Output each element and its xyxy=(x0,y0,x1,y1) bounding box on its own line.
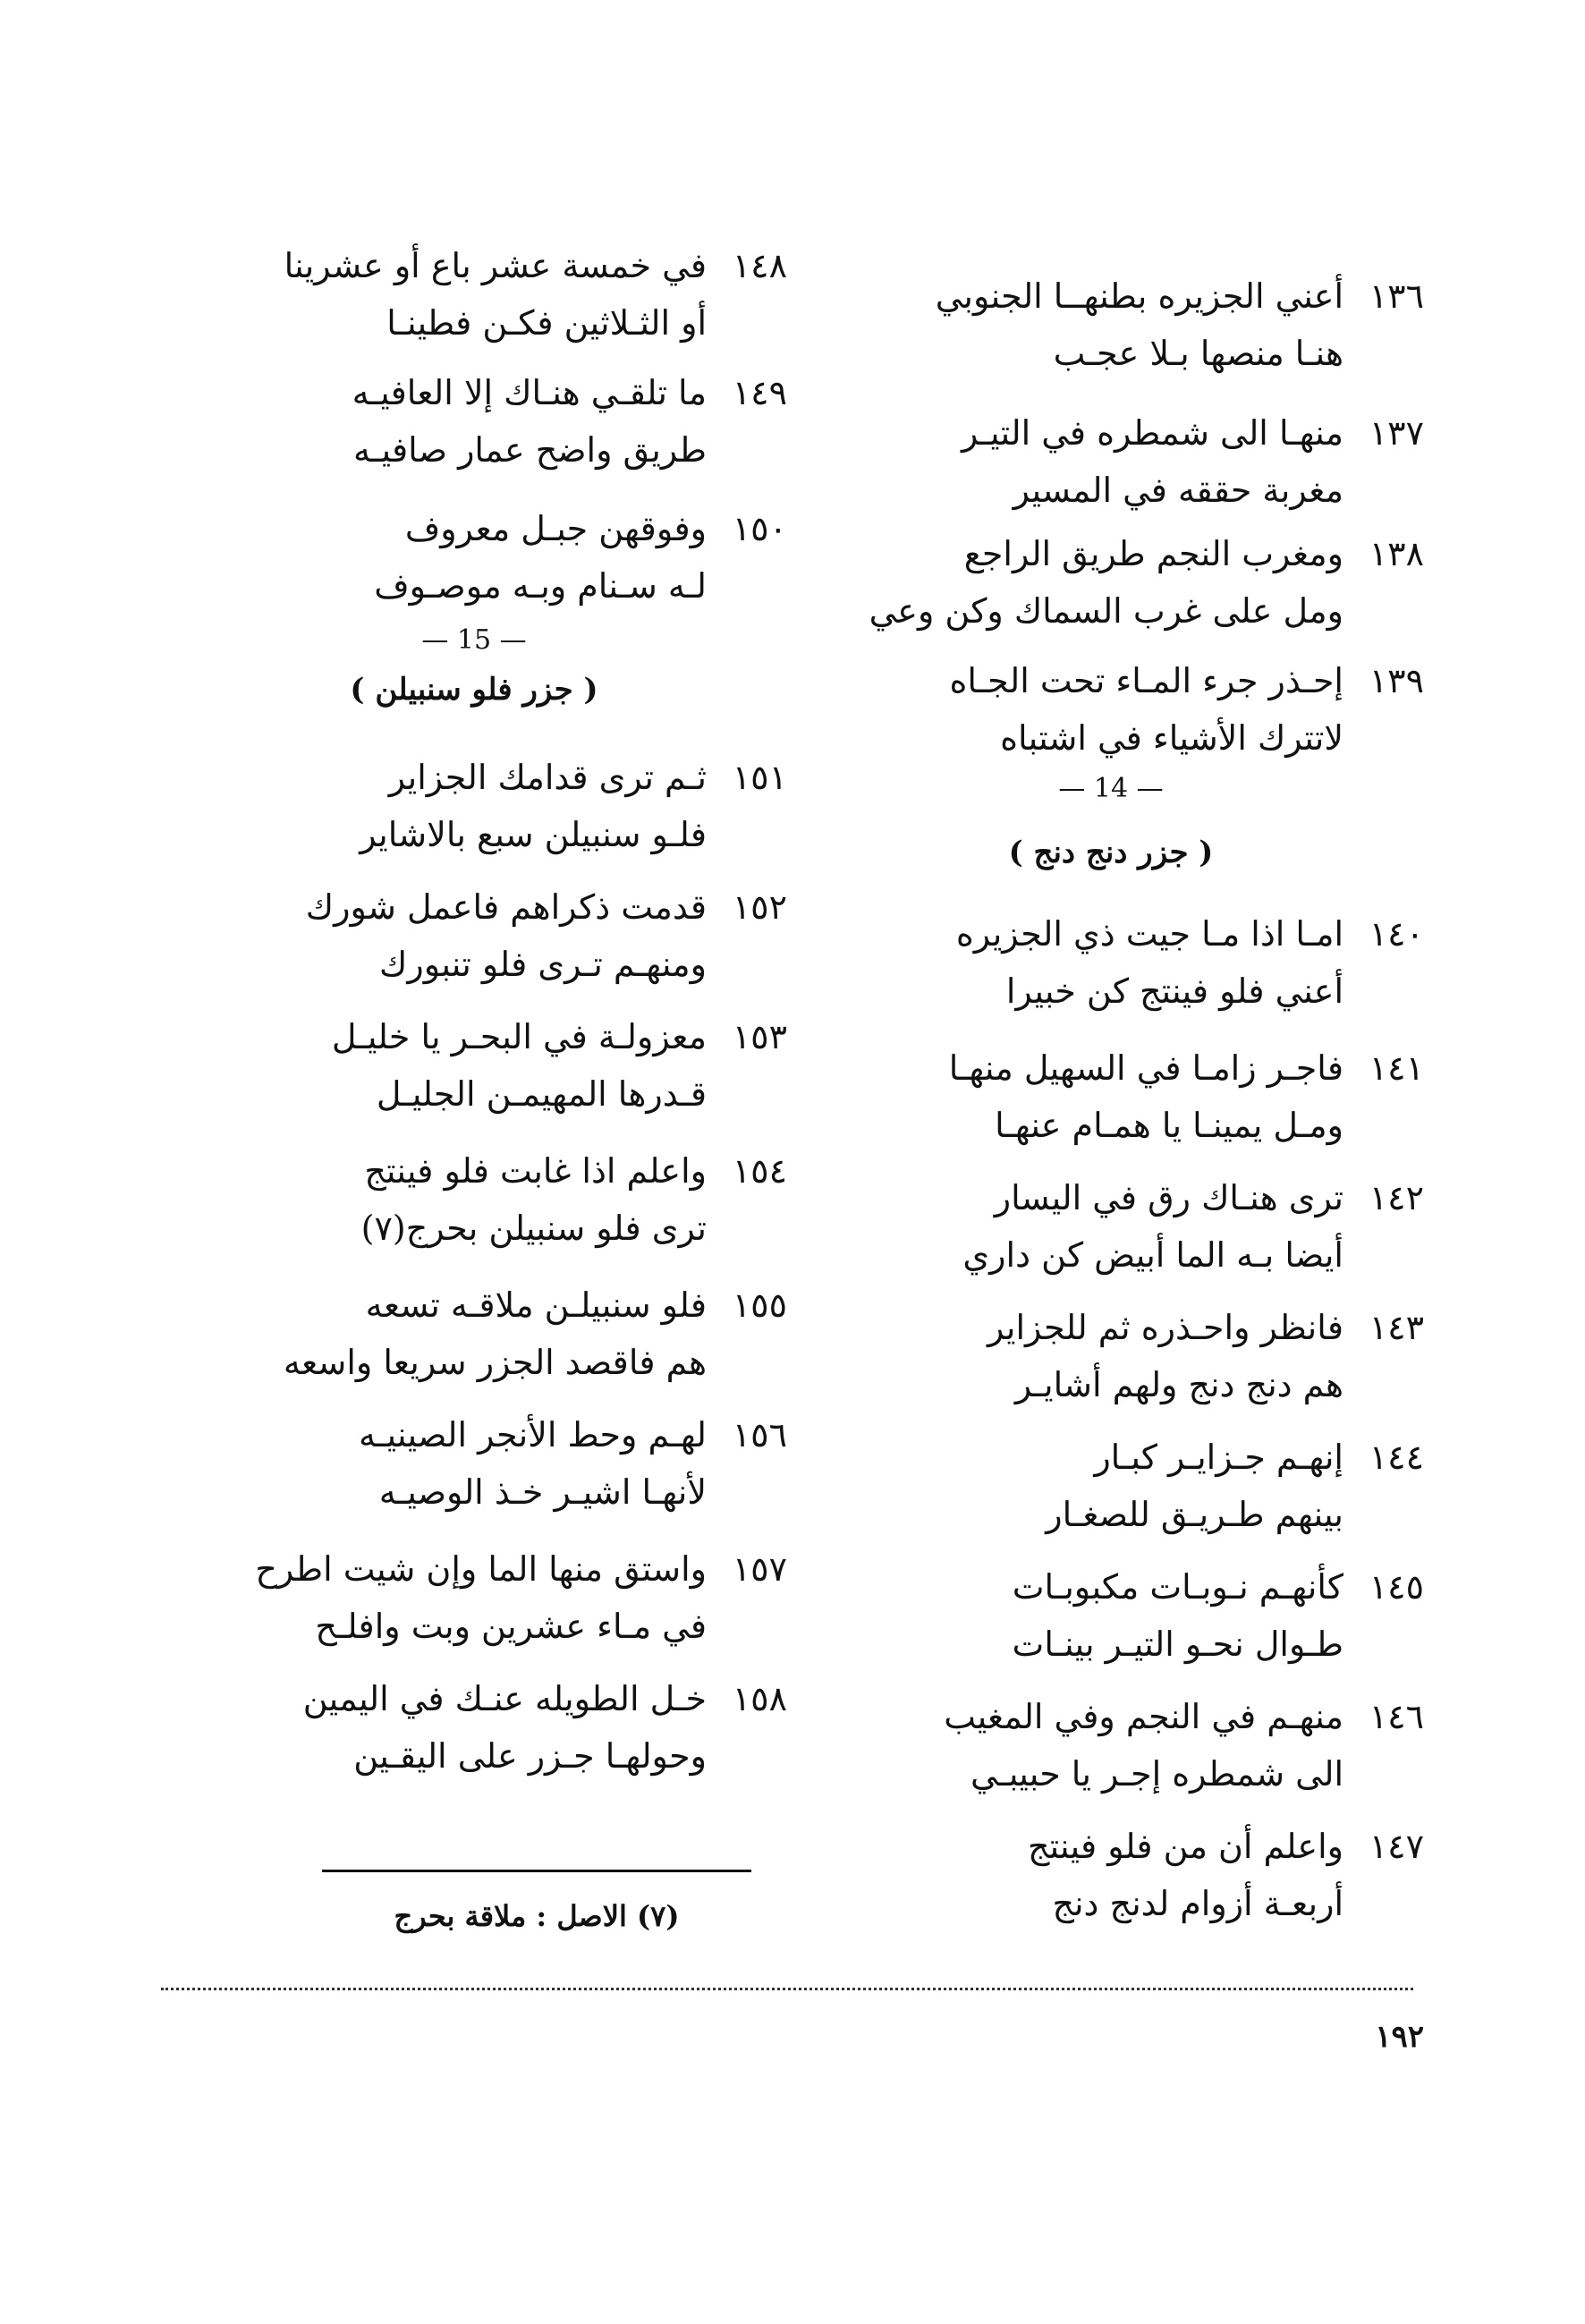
verse-hemistich-1: فلو سنبيلـن ملاقـه تسعه xyxy=(365,1285,707,1325)
verse-number: ١٥٣ xyxy=(732,1017,787,1056)
verse-hemistich-2: هم فاقصد الجزر سريعا واسعه xyxy=(283,1343,707,1382)
section-title: ( جزر دنج دنج ) xyxy=(1008,835,1214,870)
verse-number: ١٣٦ xyxy=(1369,276,1424,316)
verse-hemistich-2: الى شمطره إجـر يا حبيبـي xyxy=(970,1754,1343,1794)
verse-hemistich-2: ومل على غرب السماك وكن وعي xyxy=(869,591,1343,631)
verse-number: ١٥١ xyxy=(732,758,787,797)
verse-number: ١٤٨ xyxy=(732,246,787,285)
verse-hemistich-2: فلـو سنبيلن سبع بالاشاير xyxy=(360,815,707,854)
page-number: ١٩٢ xyxy=(1375,2019,1424,2055)
verse-hemistich-2: ومنهـم تـرى فلو تنبورك xyxy=(379,945,707,984)
original-page-marker: — 14 — xyxy=(1058,773,1164,804)
verse-number: ١٤٩ xyxy=(732,373,787,412)
verse-number: ١٤٥ xyxy=(1369,1567,1424,1607)
verse-hemistich-2: أعني فلو فينتج كن خبيرا xyxy=(1005,971,1343,1011)
verse-hemistich-1: منهـا الى شمطره في التيـر xyxy=(961,413,1343,453)
verse-number: ١٣٨ xyxy=(1369,534,1424,573)
verse-hemistich-1: إحـذر جرء المـاء تحت الجـاه xyxy=(949,661,1343,700)
verse-number: ١٥٦ xyxy=(732,1415,787,1455)
verse-number: ١٣٩ xyxy=(1369,661,1424,700)
verse-hemistich-2: أربعـة أزوام لدنج دنج xyxy=(1052,1884,1343,1923)
verse-number: ١٥٨ xyxy=(732,1679,787,1718)
verse-number: ١٤٦ xyxy=(1369,1697,1424,1736)
verse-number: ١٤٠ xyxy=(1369,914,1424,954)
verse-number: ١٣٧ xyxy=(1369,413,1424,453)
verse-hemistich-2: أيضا بـه الما أبيض كن داري xyxy=(962,1235,1343,1275)
verse-number: ١٥٢ xyxy=(732,887,787,927)
page-divider xyxy=(161,1988,1413,1990)
verse-hemistich-2: لأنهـا اشيـر خـذ الوصيـه xyxy=(378,1472,707,1512)
verse-number: ١٤١ xyxy=(1369,1048,1424,1088)
verse-hemistich-2: مغربة حققه في المسير xyxy=(1013,471,1343,510)
verse-hemistich-1: خـل الطويله عنـك في اليمين xyxy=(302,1679,707,1718)
verse-hemistich-2: ومـل يمينـا يا همـام عنهـا xyxy=(995,1106,1343,1145)
verse-hemistich-1: إنهـم جـزايـر كبـار xyxy=(1094,1438,1343,1477)
verse-hemistich-1: في خمسة عشر باع أو عشرينا xyxy=(284,246,707,285)
verse-number: ١٥٥ xyxy=(732,1285,787,1325)
verse-hemistich-1: ومغرب النجم طريق الراجع xyxy=(963,534,1343,573)
verse-number: ١٥٧ xyxy=(732,1549,787,1589)
verse-hemistich-2: ترى فلو سنبيلن بحرج(٧) xyxy=(360,1209,707,1248)
verse-hemistich-2: وحولهـا جـزر على اليقـين xyxy=(353,1736,707,1776)
verse-hemistich-2: لاتترك الأشياء في اشتباه xyxy=(1000,718,1343,758)
verse-hemistich-1: امـا اذا مـا جيت ذي الجزيره xyxy=(955,914,1343,954)
verse-hemistich-2: طـوال نحـو التيـر بينـات xyxy=(1012,1624,1343,1664)
verse-hemistich-1: معزولـة في البحـر يا خليـل xyxy=(331,1017,707,1056)
verse-hemistich-1: واعلم اذا غابت فلو فينتج xyxy=(364,1151,707,1191)
original-page-marker: — 15 — xyxy=(421,624,527,656)
verse-number: ١٤٢ xyxy=(1369,1178,1424,1217)
verse-hemistich-1: فانظر واحـذره ثم للجزاير xyxy=(987,1308,1343,1347)
verse-hemistich-2: أو الثـلاثين فكـن فطينـا xyxy=(386,303,707,343)
section-title: ( جزر فلو سنبيلن ) xyxy=(350,672,598,708)
verse-hemistich-2: قـدرها المهيمـن الجليـل xyxy=(376,1074,707,1114)
footnote: (٧) الاصل : ملاقة بحرج xyxy=(394,1899,680,1933)
verse-hemistich-1: وفوقهن جبـل معروف xyxy=(404,509,707,548)
verse-hemistich-1: لهـم وحط الأنجر الصينيـه xyxy=(359,1415,707,1455)
verse-hemistich-2: في مـاء عشرين وبت وافلـح xyxy=(315,1607,707,1646)
verse-hemistich-1: ما تلقـي هنـاك إلا العافيـه xyxy=(352,373,707,412)
verse-hemistich-1: واعلم أن من فلو فينتج xyxy=(1028,1827,1343,1866)
verse-hemistich-2: لـه سـنام وبـه موصـوف xyxy=(374,566,707,606)
verse-hemistich-2: طريق واضح عمار صافيـه xyxy=(353,430,707,470)
verse-hemistich-1: ثـم ترى قدامك الجزاير xyxy=(388,758,707,797)
verse-hemistich-1: كأنهـم نـوبـات مكبوبـات xyxy=(1012,1567,1343,1607)
verse-hemistich-1: أعني الجزيره بطنهــا الجنوبي xyxy=(935,276,1343,316)
verse-hemistich-1: واستق منها الما وإن شيت اطرح xyxy=(255,1549,707,1589)
verse-number: ١٤٧ xyxy=(1369,1827,1424,1866)
verse-number: ١٤٤ xyxy=(1369,1438,1424,1477)
verse-number: ١٥٠ xyxy=(732,509,787,548)
verse-hemistich-1: منهـم في النجم وفي المغيب xyxy=(944,1697,1343,1736)
verse-hemistich-1: ترى هنـاك رق في اليسار xyxy=(994,1178,1343,1217)
verse-number: ١٤٣ xyxy=(1369,1308,1424,1347)
verse-hemistich-2: هنـا منصها بـلا عجـب xyxy=(1053,334,1343,373)
footnote-divider xyxy=(322,1870,751,1872)
verse-number: ١٥٤ xyxy=(732,1151,787,1191)
verse-hemistich-1: قدمت ذكراهم فاعمل شورك xyxy=(305,887,707,927)
verse-hemistich-2: هم دنج دنج ولهم أشايـر xyxy=(1014,1365,1343,1404)
verse-hemistich-1: فاجـر زامـا في السهيل منهـا xyxy=(948,1048,1343,1088)
verse-hemistich-2: بينهم طـريـق للصغـار xyxy=(1046,1495,1343,1534)
